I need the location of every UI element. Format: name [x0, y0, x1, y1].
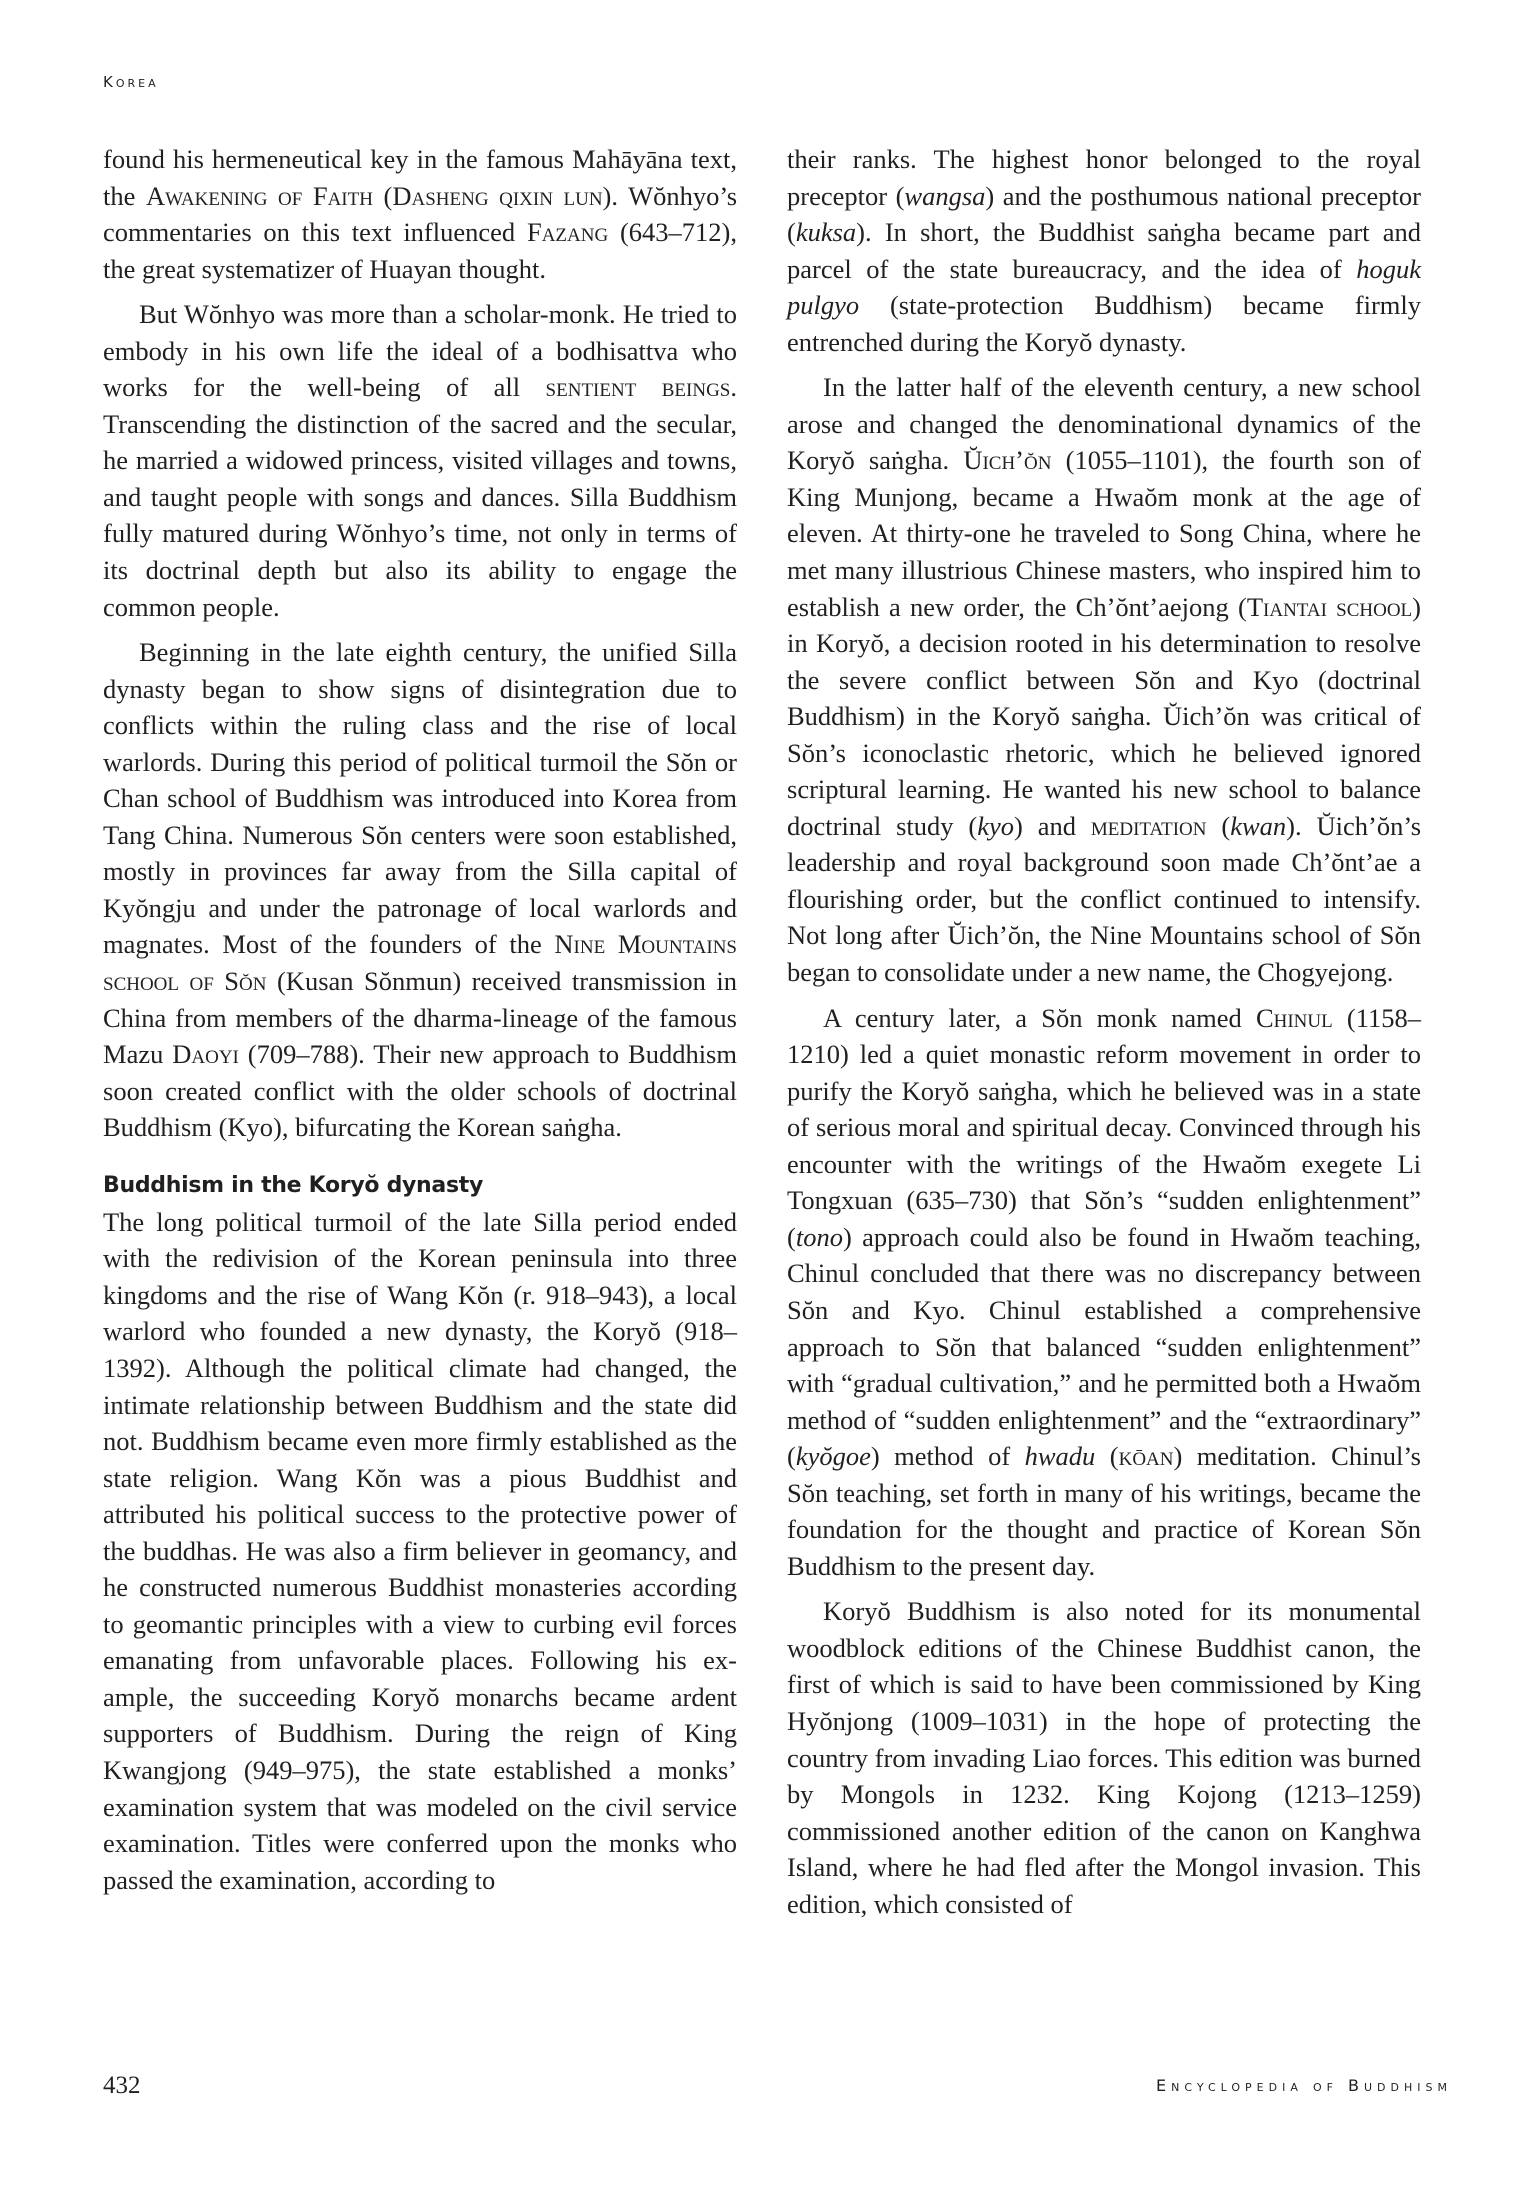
- body-paragraph: [103, 1204, 737, 1898]
- body-paragraph: [787, 369, 1421, 990]
- body-paragraph: [787, 1000, 1421, 1585]
- text-run: (643–712), the great systematizer of Huayan thought.: [103, 217, 738, 284]
- text-run: (1055–1101), the fourth son of King Munjong, became a Hwaŏm monk at the age of eleven. At thirty-one he traveled to Song China, where he met many illustrious Chinese masters, who inspired him to establish a new order, the Ch’ŏnt’aejong (: [787, 445, 1421, 622]
- text-run: ) and the posthumous national preceptor (: [787, 180, 1421, 248]
- text-run: ). In short, the Buddhist saṅgha became part and parcel of the state bureaucracy, and the idea of: [787, 217, 1421, 284]
- text-run: their ranks. The highest honor belonged to the royal preceptor (: [787, 144, 1421, 211]
- text-run: ) method of: [870, 1441, 1025, 1472]
- small-caps-term: Awakening of Faith: [145, 180, 373, 211]
- small-caps-term: meditation: [1090, 810, 1207, 841]
- text-run: In the latter half of the eleventh century, a new school arose and changed the denominational dynamics of the Koryŏ saṅgha.: [787, 372, 1421, 476]
- small-caps-term: Chinul: [1255, 1002, 1333, 1033]
- body-paragraph: [103, 296, 737, 625]
- text-run: (state-protection Buddhism) became firmly entrenched during the Koryŏ dynasty.: [787, 290, 1421, 357]
- small-caps-term: Nine Mountains school of Sŏn: [103, 929, 737, 997]
- italic-term: kyŏgoe: [795, 1441, 871, 1472]
- text-run: The long political turmoil of the late Silla period ended with the redivision of the Korean peninsula into three kingdoms and the rise of Wang Kŏn (r. 918–943), a local warlord who founded a new dynasty, the Koryŏ (918–1392). Although the political climate had changed, the intimate relationship between Buddhism and the state did not. Buddhism became even more firmly established as the state religion. Wang Kŏn was a pious Buddhist and attributed his political success to the protective power of the buddhas. He was also a firm believer in geomancy, and he constructed numerous Buddhist monasteries according to geomantic principles with a view to curbing evil forces emanating from unfavorable places. Following his example, the succeeding Koryŏ monarchs became ardent supporters of Buddhism. During the reign of King Kwangjong (949–975), the state established a monks’ examination system that was modeled on the civil service examination. Titles were conferred upon the monks who passed the examination, according to: [103, 1206, 737, 1895]
- italic-term: hwadu: [1024, 1441, 1096, 1472]
- section-heading: Buddhism in the Koryŏ dynasty: [103, 1172, 484, 1198]
- text-run: Koryŏ Buddhism is also noted for its monumental woodblock editions of the Chinese Buddhist canon, the first of which is said to have been commissioned by King Hyŏnjong (1009–1031) in the hope of protecting the country from invading Liao forces. This edition was burned by Mongols in 1232. King Kojong (1213–1259) commissioned another edition of the canon on Kanghwa Island, where he had fled after the Mongol invasion. This edition, which consisted of: [787, 1596, 1421, 1919]
- right-column: [787, 141, 1421, 1931]
- text-run: (1158–1210) led a quiet monastic reform movement in order to purify the Koryŏ saṅgha, which he believed was in a state of serious moral and spiritual decay. Convinced through his encounter with the writings of the Hwaŏm exegete Li Tongxuan (635–730) that Sŏn’s “sudden enlightenment” (: [787, 1002, 1421, 1252]
- small-caps-term: kōan: [1118, 1441, 1174, 1472]
- italic-term: wangsa: [904, 180, 986, 211]
- left-column: [103, 141, 737, 1907]
- text-run: found his hermeneutical key in the famous Mahāyāna text, the: [103, 144, 737, 211]
- text-run: ) meditation. Chinul’s Sŏn teaching, set forth in many of his writings, became the foundation for the thought and practice of Korean Sŏn Buddhism to the present day.: [787, 1441, 1421, 1581]
- book-title: Encyclopedia of Buddhism: [1156, 2076, 1452, 2095]
- italic-term: hoguk pulgyo: [787, 253, 1421, 321]
- small-caps-term: Daoyi: [172, 1039, 239, 1070]
- text-run: ) approach could also be found in Hwaŏm teaching, Chinul concluded that there was no discrepancy between Sŏn and Kyo. Chinul established a comprehensive approach to Sŏn that balanced “sudden enlightenment” with “gradual cultivation,” and he permitted both a Hwaŏm method of “sudden enlightenment” and the “extraordinary” (: [787, 1221, 1421, 1472]
- text-run: (: [1095, 1441, 1119, 1472]
- text-run: ) and: [1014, 810, 1091, 841]
- text-run: (709–788). Their new approach to Buddhism soon created conflict with the older schools of doctrinal Buddhism (Kyo), bifurcating the Korean saṅgha.: [103, 1039, 737, 1143]
- italic-term: kuksa: [795, 217, 857, 248]
- text-run: A century later, a Sŏn monk named: [823, 1002, 1256, 1033]
- text-run: ). Ŭich’ŏn’s leadership and royal background soon made Ch’ŏnt’ae a flourishing order, but the conflict continued to intensify. Not long after Ŭich’ŏn, the Nine Mountains school of Sŏn began to consolidate under a new name, the Chogyejong.: [787, 810, 1422, 988]
- page-number: 432: [103, 2072, 141, 2099]
- italic-term: kwan: [1230, 810, 1287, 841]
- text-run: But Wŏnhyo was more than a scholar-monk. He tried to embody in his own life the ideal of a bodhisattva who works for the well-being of all: [103, 299, 737, 403]
- small-caps-term: Tiantai school: [1246, 591, 1413, 622]
- running-head: Korea: [103, 73, 159, 91]
- body-paragraph: [103, 141, 737, 287]
- italic-term: tono: [795, 1221, 843, 1252]
- italic-term: kyo: [977, 810, 1014, 841]
- text-run: (: [1206, 810, 1231, 841]
- text-run: (Kusan Sŏnmun) received transmission in China from members of the dharma-lineage of the famous Mazu: [103, 966, 737, 1070]
- text-run: (: [372, 180, 393, 211]
- small-caps-term: Dasheng qixin lun: [392, 180, 603, 211]
- body-paragraph: [787, 141, 1421, 360]
- text-run: Beginning in the late eighth century, the unified Silla dynasty began to show signs of disintegration due to conflicts within the ruling class and the rise of local warlords. During this period of political turmoil the Sŏn or Chan school of Buddhism was introduced into Korea from Tang China. Numerous Sŏn centers were soon established, mostly in provinces far away from the Silla capital of Kyŏngju and under the patronage of local warlords and magnates. Most of the founders of the: [103, 637, 737, 960]
- small-caps-term: Ŭich’ŏn: [963, 445, 1052, 476]
- text-run: ). Wŏnhyo’s commentaries on this text influenced: [103, 180, 738, 248]
- text-run: . Transcending the distinction of the sacred and the secular, he married a widowed princess, visited villages and towns, and taught people with songs and dances. Silla Buddhism fully matured during Wŏnhyo’s time, not only in terms of its doctrinal depth but also its ability to engage the common people.: [103, 372, 737, 622]
- small-caps-term: Fazang: [526, 217, 609, 248]
- body-paragraph: [787, 1593, 1421, 1922]
- body-paragraph: [103, 634, 737, 1146]
- small-caps-term: sentient beings: [545, 372, 731, 403]
- text-run: ) in Koryŏ, a decision rooted in his determination to resolve the severe conflict between Sŏn and Kyo (doctrinal Buddhism) in the Koryŏ saṅgha. Ŭich’ŏn was critical of Sŏn’s iconoclastic rhetoric, which he believed ignored scriptural learning. He wanted his new school to balance doctrinal study (: [787, 591, 1421, 841]
